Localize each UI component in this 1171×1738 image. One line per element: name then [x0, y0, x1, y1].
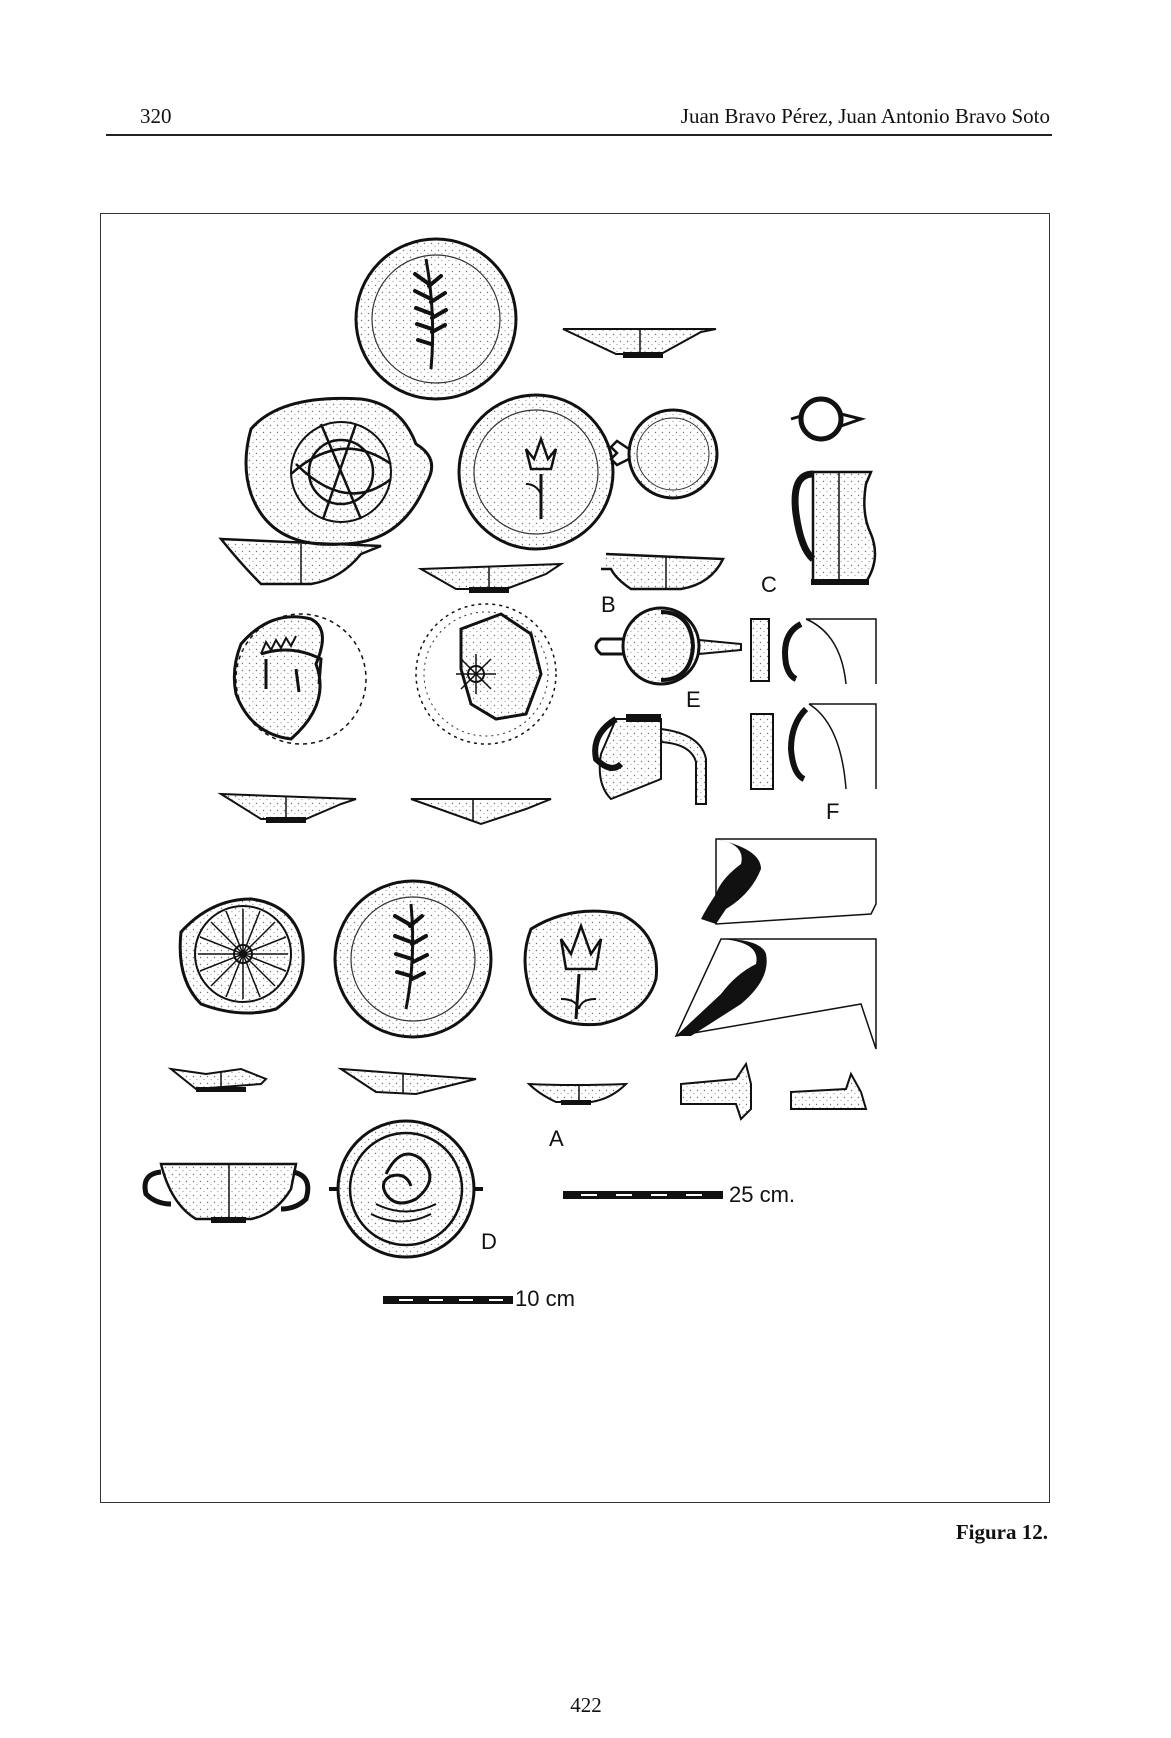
plate-cross-motif [246, 398, 432, 544]
scale-label-10cm: 10 cm [515, 1286, 575, 1311]
figure-caption: Figura 12. [955, 1520, 1048, 1544]
plate-tulip [459, 395, 613, 549]
figure-label-b: B [601, 592, 616, 617]
jug-fragment-e [595, 714, 706, 804]
figure-label-c: C [761, 572, 777, 597]
rim-section-2 [676, 939, 876, 1049]
figure-label-a: A [549, 1126, 564, 1151]
figure-frame [100, 213, 1050, 1503]
plate-animal-fragment [234, 614, 366, 744]
figure-label-d: D [481, 1229, 497, 1254]
plate-profile-2 [421, 564, 561, 593]
bowl-profile-1 [221, 539, 381, 584]
handle-fragments-f-lower [751, 704, 876, 824]
rosette-fragment [180, 899, 303, 1013]
figure-label-f: F [826, 799, 840, 824]
plate-branch-bottom [335, 881, 491, 1037]
two-handled-cup [145, 1164, 308, 1223]
figure-drawings [101, 214, 1051, 1504]
running-page-number: 320 [140, 104, 172, 128]
scale-bar-10cm [383, 1286, 575, 1311]
jug-c-profile [761, 472, 875, 597]
plate-branch-top [356, 239, 516, 399]
handle-fragments-f-upper [751, 619, 876, 684]
flanged-profile-1 [681, 1064, 751, 1119]
rim-section-1 [701, 839, 876, 924]
plate-profile-a [529, 1084, 626, 1151]
running-header-authors: Juan Bravo Pérez, Juan Antonio Bravo Soto [680, 104, 1050, 128]
scale-label-25cm: 25 cm. [729, 1182, 796, 1207]
jug-c-top [791, 399, 861, 439]
porringer-b-top [611, 410, 717, 498]
footer-page-number: 422 [570, 1693, 602, 1717]
plate-profile-5 [171, 1069, 266, 1092]
plate-profile-4 [411, 799, 551, 824]
flanged-profile-2 [791, 1074, 866, 1109]
header-rule [106, 134, 1052, 136]
plate-profile-3 [221, 794, 356, 823]
plate-d [329, 1121, 497, 1257]
plate-profile-top [563, 329, 716, 358]
plate-profile-6 [341, 1069, 476, 1094]
figure-label-e: E [686, 687, 701, 712]
scale-bar-25cm [563, 1182, 795, 1207]
tulip-fragment [525, 911, 657, 1024]
porringer-e-top [596, 608, 741, 712]
plate-star-fragment [416, 604, 556, 744]
